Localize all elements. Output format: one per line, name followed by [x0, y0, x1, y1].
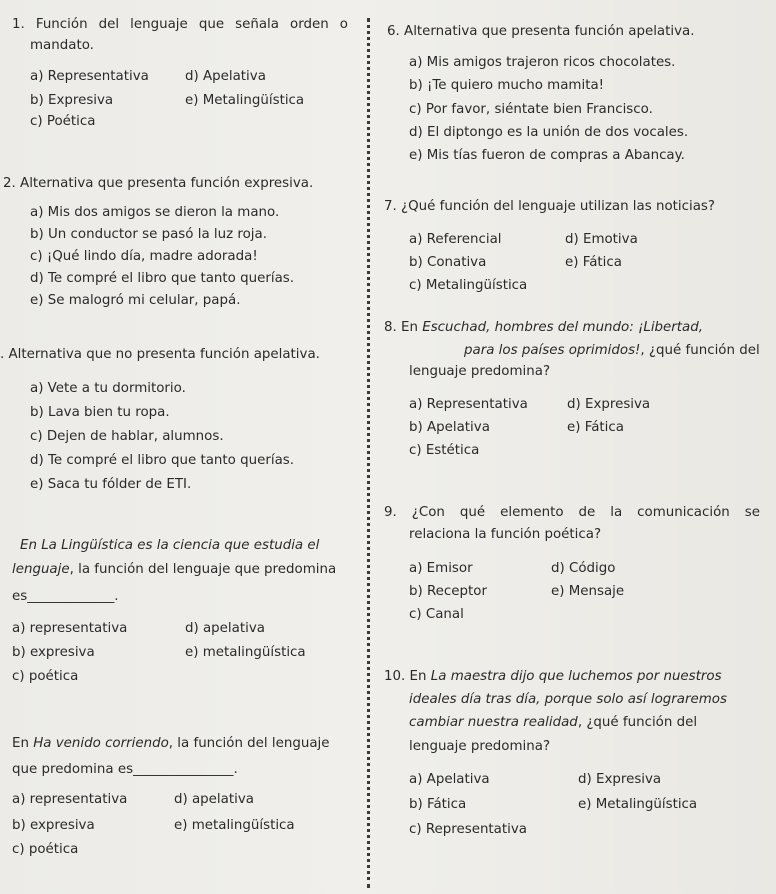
question-5-italic-title: Ha venido corriendo — [33, 736, 169, 751]
question-9-stem-text-1: 9. ¿Con qué elemento de la comunicación se — [384, 505, 760, 520]
question-8-italic-quote-2: para los países oprimidos! — [464, 343, 641, 358]
question-1-stem-text-1: 1. Función del lenguaje que señala orden o — [12, 17, 348, 32]
question-6-stem: 6. Alternativa que presenta función apelativa. — [387, 24, 695, 39]
q9-option-e[interactable]: e) Mensaje — [551, 584, 625, 599]
question-8-stem-line-1 — [384, 320, 703, 335]
question-5-stem-prefix-2: que predomina es — [12, 762, 134, 777]
question-4-italic-title: En La Lingüística es la ciencia que estudia el — [20, 538, 320, 553]
q4-option-e[interactable]: e) metalingüística — [185, 645, 306, 660]
question-5-stem-rest: , la función del lenguaje — [168, 736, 330, 751]
question-10-stem-line-4: lenguaje predomina? — [409, 739, 551, 754]
q8-option-b[interactable]: b) Apelativa — [409, 420, 490, 435]
q1-option-c[interactable]: c) Poética — [30, 114, 96, 129]
q1-option-e[interactable]: e) Metalingüística — [185, 93, 305, 108]
q2-option-e[interactable]: e) Se malogró mi celular, papá. — [30, 293, 241, 308]
q5-option-a[interactable]: a) representativa — [12, 792, 128, 807]
q7-option-b[interactable]: b) Conativa — [409, 255, 487, 270]
q10-option-b[interactable]: b) Fática — [409, 797, 467, 812]
question-10-stem-line-1 — [384, 669, 722, 684]
q2-option-d[interactable]: d) Te compré el libro que tanto querías. — [30, 271, 295, 286]
q7-option-a[interactable]: a) Referencial — [409, 232, 502, 247]
question-10-italic-quote-1: La maestra dijo que luchemos por nuestros — [430, 669, 722, 684]
question-5-stem-prefix: En — [12, 736, 34, 751]
question-7-stem: 7. ¿Qué función del lenguaje utilizan las noticias? — [384, 199, 715, 214]
question-1-stem-line-1 — [12, 17, 348, 32]
q8-option-e[interactable]: e) Fática — [567, 420, 624, 435]
q4-option-a[interactable]: a) representativa — [12, 621, 128, 636]
question-2-stem: 2. Alternativa que presenta función expresiva. — [3, 176, 314, 191]
question-4-stem-suffix-3: . — [114, 589, 119, 604]
question-8-stem-rest-2: , ¿qué función del — [640, 343, 760, 358]
q8-option-d[interactable]: d) Expresiva — [567, 397, 651, 412]
column-divider — [367, 18, 370, 888]
question-8-italic-quote-1: Escuchad, hombres del mundo: ¡Libertad, — [422, 320, 704, 335]
q1-option-a[interactable]: a) Representativa — [30, 69, 149, 84]
q9-option-c[interactable]: c) Canal — [409, 607, 464, 622]
question-1-stem-line-2: mandato. — [30, 38, 94, 53]
question-10-stem-line-3 — [409, 715, 697, 730]
q9-option-b[interactable]: b) Receptor — [409, 584, 487, 599]
question-5-stem-line-1 — [12, 736, 330, 751]
q6-option-d[interactable]: d) El diptongo es la unión de dos vocales. — [409, 125, 689, 140]
q7-option-d[interactable]: d) Emotiva — [565, 232, 638, 247]
q3-option-c[interactable]: c) Dejen de hablar, alumnos. — [30, 429, 224, 444]
question-4-italic-word: lenguaje — [12, 562, 70, 577]
question-8-stem-line-2 — [464, 343, 760, 358]
q2-option-b[interactable]: b) Un conductor se pasó la luz roja. — [30, 227, 267, 242]
q5-option-c[interactable]: c) poética — [12, 842, 79, 857]
question-4-stem-prefix-3: es — [12, 589, 28, 604]
q6-option-c[interactable]: c) Por favor, siéntate bien Francisco. — [409, 102, 653, 117]
q10-option-a[interactable]: a) Apelativa — [409, 772, 490, 787]
q3-option-e[interactable]: e) Saca tu fólder de ETI. — [30, 477, 192, 492]
question-4-stem-line-1 — [20, 538, 319, 553]
q1-option-d[interactable]: d) Apelativa — [185, 69, 266, 84]
q3-option-b[interactable]: b) Lava bien tu ropa. — [30, 405, 170, 420]
question-4-stem-line-3 — [12, 589, 119, 604]
question-3-stem: . Alternativa que no presenta función apelativa. — [0, 347, 320, 362]
question-5-stem-suffix-2: . — [233, 762, 238, 777]
q3-option-a[interactable]: a) Vete a tu dormitorio. — [30, 381, 186, 396]
q8-option-a[interactable]: a) Representativa — [409, 397, 528, 412]
q10-option-d[interactable]: d) Expresiva — [578, 772, 662, 787]
q6-option-b[interactable]: b) ¡Te quiero mucho mamita! — [409, 78, 605, 93]
question-5-blank[interactable]: _______________ — [133, 762, 234, 777]
q7-option-e[interactable]: e) Fática — [565, 255, 622, 270]
question-4-stem-line-2 — [12, 562, 336, 577]
q4-option-b[interactable]: b) expresiva — [12, 645, 95, 660]
q7-option-c[interactable]: c) Metalingüística — [409, 278, 528, 293]
q5-option-b[interactable]: b) expresiva — [12, 818, 95, 833]
question-5-stem-line-2 — [12, 762, 238, 777]
q6-option-a[interactable]: a) Mis amigos trajeron ricos chocolates. — [409, 55, 676, 70]
question-4-stem-rest-2: , la función del lenguaje que predomina — [69, 562, 337, 577]
q4-option-d[interactable]: d) apelativa — [185, 621, 265, 636]
q10-option-c[interactable]: c) Representativa — [409, 822, 527, 837]
question-10-stem-rest-3: , ¿qué función del — [577, 715, 698, 730]
question-10-italic-quote-3: cambiar nuestra realidad — [409, 715, 578, 730]
question-10-stem-prefix: 10. En — [384, 669, 431, 684]
question-9-stem-line-2: relaciona la función poética? — [409, 527, 602, 542]
q2-option-a[interactable]: a) Mis dos amigos se dieron la mano. — [30, 205, 280, 220]
q9-option-d[interactable]: d) Código — [551, 561, 616, 576]
q10-option-e[interactable]: e) Metalingüística — [578, 797, 698, 812]
q6-option-e[interactable]: e) Mis tías fueron de compras a Abancay. — [409, 148, 685, 163]
q8-option-c[interactable]: c) Estética — [409, 443, 480, 458]
question-4-blank[interactable]: _____________ — [27, 589, 115, 604]
q5-option-d[interactable]: d) apelativa — [174, 792, 254, 807]
q5-option-e[interactable]: e) metalingüística — [174, 818, 295, 833]
question-10-stem-line-2 — [409, 692, 727, 707]
question-8-stem-line-3: lenguaje predomina? — [409, 364, 551, 379]
q4-option-c[interactable]: c) poética — [12, 669, 79, 684]
question-9-stem-line-1 — [384, 505, 760, 520]
q3-option-d[interactable]: d) Te compré el libro que tanto querías. — [30, 453, 295, 468]
q2-option-c[interactable]: c) ¡Qué lindo día, madre adorada! — [30, 249, 258, 264]
question-10-italic-quote-2: ideales día tras día, porque solo así lograremos — [409, 692, 727, 707]
q1-option-b[interactable]: b) Expresiva — [30, 93, 114, 108]
q9-option-a[interactable]: a) Emisor — [409, 561, 473, 576]
question-8-stem-prefix: 8. En — [384, 320, 423, 335]
